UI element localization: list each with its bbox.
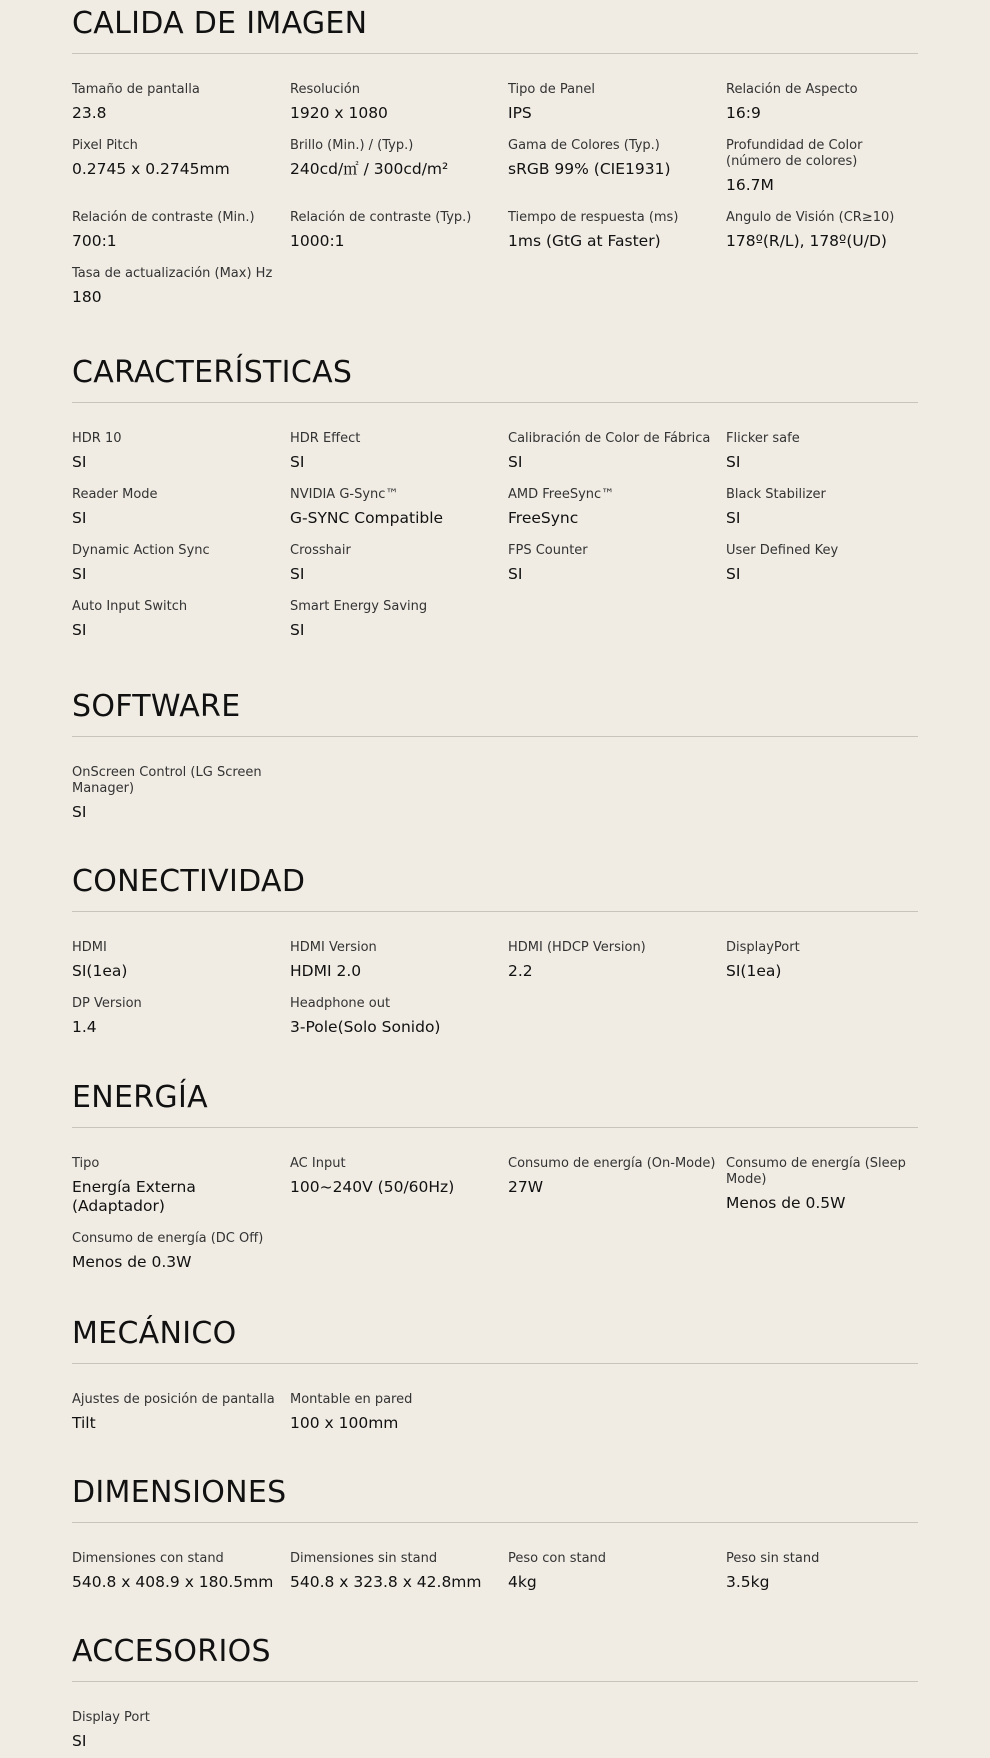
spec-label: Headphone out: [290, 996, 391, 1011]
section-title: CARACTERÍSTICAS: [72, 355, 353, 390]
spec-value: SI: [72, 621, 87, 639]
spec-value: 23.8: [72, 104, 107, 122]
spec-label: Peso sin stand: [726, 1551, 820, 1566]
spec-label: Resolución: [290, 82, 360, 97]
spec-item: [72, 1392, 290, 1433]
spec-label: Auto Input Switch: [72, 599, 188, 614]
spec-value: SI: [72, 453, 87, 471]
spec-item: [72, 1231, 290, 1272]
spec-item: [72, 543, 290, 584]
spec-value: 3-Pole(Solo Sonido): [290, 1018, 441, 1036]
spec-value: 3.5kg: [726, 1573, 770, 1591]
spec-value: SI(1ea): [726, 962, 782, 980]
spec-label: Peso con stand: [508, 1551, 607, 1566]
spec-label: Dynamic Action Sync: [72, 543, 210, 558]
spec-item: [290, 1392, 508, 1433]
section-title: SOFTWARE: [72, 689, 241, 724]
section-connectivity: [72, 864, 918, 1037]
spec-value: SI(1ea): [72, 962, 128, 980]
spec-value: 1ms (GtG at Faster): [508, 232, 661, 250]
spec-label: Relación de Aspecto: [726, 82, 858, 97]
spec-label: Relación de contraste (Typ.): [290, 210, 472, 225]
spec-value: SI: [290, 621, 305, 639]
spec-item: [72, 765, 290, 822]
spec-item: [72, 487, 290, 528]
spec-value: IPS: [508, 104, 532, 122]
spec-value: HDMI 2.0: [290, 962, 362, 980]
spec-label: Flicker safe: [726, 431, 800, 446]
spec-value: 540.8 x 323.8 x 42.8mm: [290, 1573, 482, 1591]
section-features: [72, 355, 918, 640]
spec-value: SI: [290, 565, 305, 583]
spec-label: Brillo (Min.) / (Typ.): [290, 138, 414, 153]
spec-label: Tipo: [72, 1156, 100, 1171]
spec-value: G-SYNC Compatible: [290, 509, 444, 527]
section-divider: [72, 1127, 918, 1128]
spec-grid: [72, 940, 918, 1037]
spec-grid: [72, 1710, 918, 1751]
section-divider: [72, 736, 918, 737]
spec-label: HDMI (HDCP Version): [508, 940, 646, 955]
spec-item: [290, 138, 508, 195]
section-divider: [72, 402, 918, 403]
spec-label: Profundidad de Color (número de colores): [726, 138, 863, 169]
section-title: ACCESORIOS: [72, 1634, 271, 1669]
spec-item: [726, 1551, 918, 1592]
spec-value: 27W: [508, 1178, 544, 1196]
spec-item: [726, 431, 918, 472]
spec-label: HDMI Version: [290, 940, 377, 955]
spec-value: SI: [508, 565, 523, 583]
spec-item: [508, 138, 726, 195]
spec-item: [290, 940, 508, 981]
spec-value: 16:9: [726, 104, 761, 122]
spec-label: DP Version: [72, 996, 142, 1011]
spec-item: [508, 1156, 726, 1216]
spec-label: AMD FreeSync™: [508, 487, 615, 502]
spec-label: Dimensiones sin stand: [290, 1551, 438, 1566]
section-divider: [72, 1681, 918, 1682]
spec-grid: [72, 82, 918, 307]
spec-item: [726, 138, 918, 195]
spec-grid: [72, 765, 918, 822]
spec-label: OnScreen Control (LG Screen Manager): [72, 765, 262, 796]
spec-label: Reader Mode: [72, 487, 158, 502]
spec-item: [72, 1551, 290, 1592]
spec-item: [290, 599, 508, 640]
spec-item: [72, 599, 290, 640]
section-title: DIMENSIONES: [72, 1475, 287, 1510]
spec-label: Relación de contraste (Min.): [72, 210, 255, 225]
spec-value: Menos de 0.3W: [72, 1253, 192, 1271]
spec-value: Energía Externa (Adaptador): [72, 1178, 196, 1215]
spec-value: 1000:1: [290, 232, 345, 250]
spec-item: [290, 996, 508, 1037]
spec-value: 700:1: [72, 232, 117, 250]
spec-value: 100~240V (50/60Hz): [290, 1178, 455, 1196]
spec-label: HDR 10: [72, 431, 122, 446]
spec-label: Tiempo de respuesta (ms): [508, 210, 679, 225]
spec-label: Black Stabilizer: [726, 487, 826, 502]
spec-item: [72, 266, 290, 307]
spec-item: [290, 82, 508, 123]
section-divider: [72, 53, 918, 54]
spec-label: Crosshair: [290, 543, 351, 558]
spec-item: [290, 543, 508, 584]
spec-item: [726, 487, 918, 528]
spec-label: Gama de Colores (Typ.): [508, 138, 660, 153]
spec-item: [508, 210, 726, 251]
spec-label: Dimensiones con stand: [72, 1551, 224, 1566]
spec-value: 240cd/㎡ / 300cd/m²: [290, 160, 449, 178]
spec-label: Tipo de Panel: [508, 82, 595, 97]
spec-label: Montable en pared: [290, 1392, 413, 1407]
spec-label: Consumo de energía (DC Off): [72, 1231, 264, 1246]
spec-value: Menos de 0.5W: [726, 1194, 846, 1212]
spec-value: 180: [72, 288, 102, 306]
spec-item: [726, 940, 918, 981]
spec-item: [72, 82, 290, 123]
spec-value: 100 x 100mm: [290, 1414, 399, 1432]
spec-value: 178º(R/L), 178º(U/D): [726, 232, 887, 250]
spec-value: 1920 x 1080: [290, 104, 388, 122]
spec-label: AC Input: [290, 1156, 346, 1171]
spec-value: SI: [726, 565, 741, 583]
spec-item: [726, 82, 918, 123]
spec-value: 0.2745 x 0.2745mm: [72, 160, 230, 178]
spec-value: SI: [726, 453, 741, 471]
spec-label: Display Port: [72, 1710, 150, 1725]
section-title: CONECTIVIDAD: [72, 864, 306, 899]
spec-value: 2.2: [508, 962, 533, 980]
spec-item: [290, 1156, 508, 1216]
spec-item: [726, 210, 918, 251]
spec-item: [290, 487, 508, 528]
spec-value: SI: [72, 1732, 87, 1750]
section-mechanical: [72, 1316, 918, 1433]
spec-value: SI: [508, 453, 523, 471]
spec-value: 16.7M: [726, 176, 774, 194]
spec-label: User Defined Key: [726, 543, 839, 558]
spec-item: [726, 543, 918, 584]
spec-grid: [72, 431, 918, 640]
spec-label: Ajustes de posición de pantalla: [72, 1392, 275, 1407]
spec-item: [508, 82, 726, 123]
spec-label: Consumo de energía (On-Mode): [508, 1156, 716, 1171]
spec-value: FreeSync: [508, 509, 579, 527]
spec-item: [508, 1551, 726, 1592]
spec-label: Smart Energy Saving: [290, 599, 428, 614]
spec-label: Tasa de actualización (Max) Hz: [72, 266, 273, 281]
spec-value: SI: [72, 803, 87, 821]
section-divider: [72, 1522, 918, 1523]
spec-item: [72, 138, 290, 195]
section-title: ENERGÍA: [72, 1080, 208, 1115]
spec-value: 4kg: [508, 1573, 537, 1591]
spec-grid: [72, 1156, 918, 1272]
spec-item: [290, 210, 508, 251]
spec-label: FPS Counter: [508, 543, 588, 558]
section-divider: [72, 1363, 918, 1364]
spec-label: DisplayPort: [726, 940, 800, 955]
spec-label: HDR Effect: [290, 431, 361, 446]
spec-item: [508, 543, 726, 584]
spec-item: [290, 431, 508, 472]
spec-item: [72, 996, 290, 1037]
spec-label: Consumo de energía (Sleep Mode): [726, 1156, 906, 1187]
section-title: MECÁNICO: [72, 1316, 237, 1351]
spec-item: [72, 1156, 290, 1216]
spec-item: [508, 431, 726, 472]
section-software: [72, 689, 918, 822]
spec-item: [72, 1710, 290, 1751]
section-title: CALIDA DE IMAGEN: [72, 6, 368, 41]
spec-grid: [72, 1551, 918, 1592]
spec-value: SI: [72, 565, 87, 583]
spec-value: sRGB 99% (CIE1931): [508, 160, 671, 178]
spec-label: Calibración de Color de Fábrica: [508, 431, 711, 446]
spec-label: Tamaño de pantalla: [72, 82, 200, 97]
spec-item: [72, 940, 290, 981]
spec-item: [508, 487, 726, 528]
spec-item: [72, 431, 290, 472]
spec-value: Tilt: [72, 1414, 96, 1432]
spec-item: [508, 940, 726, 981]
spec-label: Angulo de Visión (CR≥10): [726, 210, 895, 225]
spec-item: [726, 1156, 918, 1216]
spec-value: 1.4: [72, 1018, 97, 1036]
spec-item: [72, 210, 290, 251]
spec-label: Pixel Pitch: [72, 138, 138, 153]
spec-value: SI: [290, 453, 305, 471]
section-dimensions: [72, 1475, 918, 1592]
spec-label: NVIDIA G-Sync™: [290, 487, 399, 502]
spec-value: 540.8 x 408.9 x 180.5mm: [72, 1573, 274, 1591]
section-image-quality: [72, 6, 918, 307]
spec-value: SI: [72, 509, 87, 527]
spec-item: [290, 1551, 508, 1592]
section-accessories: [72, 1634, 918, 1751]
spec-label: HDMI: [72, 940, 107, 955]
section-divider: [72, 911, 918, 912]
spec-value: SI: [726, 509, 741, 527]
spec-grid: [72, 1392, 918, 1433]
section-energy: [72, 1080, 918, 1272]
